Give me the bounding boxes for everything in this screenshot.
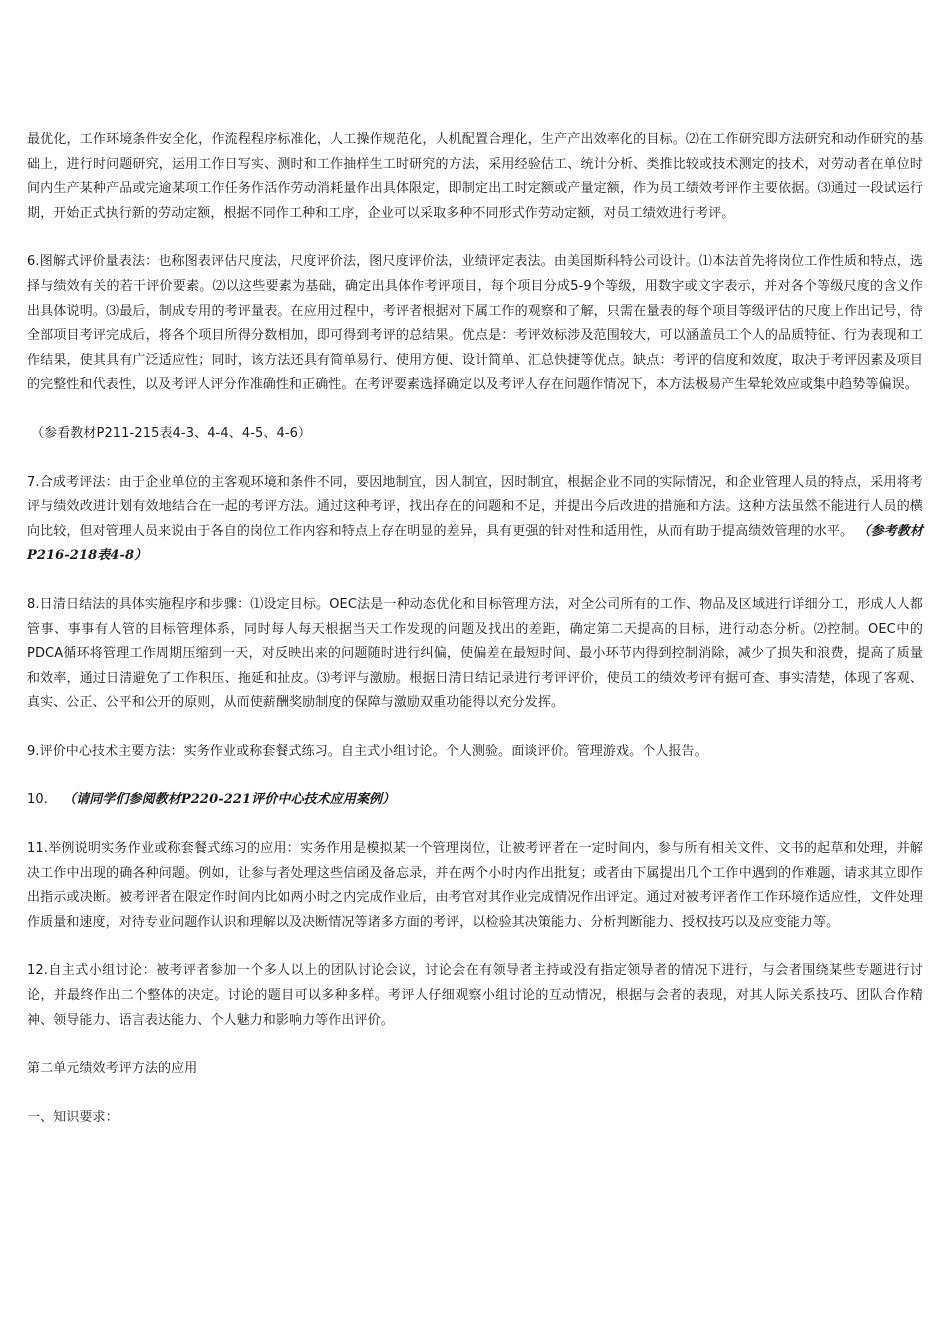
section-heading: 第二单元绩效考评方法的应用 <box>27 1061 198 1077</box>
paragraph-group-discussion: 12.自主式小组讨论：被考评者参加一个多人以上的团队讨论会议，讨论会在有领导者主持或没有指定领导者的情况下进行，与会者围绕某些专题进行讨论，并最终作出二个整体的决定。讨论的题目可以多种多样。考评人仔细观察小组讨论的互动情况，根据与会者的表现，对其人际关系技巧、团队合作精神、领导能力、语言表达能力、个人魅力和影响力等作出评价。 <box>27 963 923 1028</box>
paragraph-in-basket-exercise: 11.举例说明实务作业或称套餐式练习的应用：实务作用是模拟某一个管理岗位，让被考评者在一定时间内，参与所有相关文件、文书的起草和处理，并解决工作中出现的确各种问题。例如，让参与者处理这些信函及备忘录，并在两个小时内作出批复；或者由下属提出几个工作中遇到的作难题，请求其立即作出指示或决断。被考评者在限定作时间内比如两小时之内完成作业后，由考官对其作业完成情况作出评定。通过对被考评者作工作环境作适应性，文件处理作质量和速度，对待专业问题作认识和理解以及决断情况等诸多方面的考评，以检验其决策能力、分析判断能力、授权技巧以及应变能力等。 <box>27 841 923 930</box>
paragraph-10 <box>27 788 923 813</box>
paragraph-number: 10. <box>27 792 48 808</box>
subsection-heading: 一、知识要求： <box>27 1109 119 1125</box>
textbook-reference: （参考教材P216-218表4-8） <box>27 523 923 564</box>
paragraph-oec-method: 8.日清日结法的具体实施程序和步骤：⑴设定目标。OEC法是一种动态优化和目标管理方法，对全公司所有的工作、物品及区域进行详细分工，形成人人都管事、事事有人管的目标管理体系，同时每人每天根据当天工作发现的问题及找出的差距，确定第二天提高的目标，进行动态分析。⑵控制。OEC中的PDCA循环将管理工作周期压缩到一天，对反映出来的问题随时进行纠偏，使偏差在最短时间、最小环节内得到控制消除，减少了损失和浪费，提高了质量和效率，通过日清避免了工作积压、拖延和扯皮。⑶考评与激励。根据日清日结记录进行考评评价，使员工的绩效考评有据可查、事实清楚，体现了客观、真实、公正、公平和公开的原则，从而使薪酬奖励制度的保障与激励双重功能得以充分发挥。 <box>27 596 923 711</box>
textbook-reference: （参看教材P211-215表4-3、4-4、4-5、4-6） <box>31 425 312 441</box>
paragraph-composite-appraisal <box>27 471 923 569</box>
paragraph-graphic-rating-scale: 6.图解式评价量表法：也称图表评估尺度法，尺度评价法，图尺度评价法，业绩评定表法。由美国斯科特公司设计。⑴本法首先将岗位工作性质和特点，选择与绩效有关的若干评价要素。⑵以这些要素为基础，确定出具体作考评项目，每个项目分成5-9个等级，用数字或文字表示，并对各个等级尺度的含义作出具体说明。⑶最后，制成专用的考评量表。在应用过程中，考评者根据对下属工作的观察和了解，只需在量表的每个项目等级评估的尺度上作出记号，待全部项目考评完成后，将各个项目所得分数相加，即可得到考评的总结果。优点是：考评效标涉及范围较大，可以涵盖员工个人的品质特征、行为表现和工作结果，使其具有广泛适应性；同时，该方法还具有简单易行、使用方便、设计简单、汇总快捷等优点。缺点：考评的信度和效度，取决于考评因素及项目的完整性和代表性，以及考评人评分作准确性和正确性。在考评要素选择确定以及考评人存在问题作情况下，本方法极易产生晕轮效应或集中趋势等偏误。 <box>27 254 923 393</box>
paragraph-assessment-center: 9.评价中心技术主要方法：实务作业或称套餐式练习。自主式小组讨论。个人测验。面谈评价。管理游戏。个人报告。 <box>27 743 708 759</box>
paragraph-text: 7.合成考评法：由于企业单位的主客观环境和条件不同，要因地制宜，因人制宜，因时制宜，根据企业不同的实际情况，和企业管理人员的特点，采用将考评与绩效改进计划有效地结合在一起的考评方法。通过这种考评，找出存在的问题和不足，并提出今后改进的措施和方法。这种方法虽然不能进行人员的横向比较，但对管理人员来说由于各自的岗位工作内容和特点上存在明显的差异，具有更强的针对性和适用性，从而有助于提高绩效管理的水平。 <box>27 474 923 539</box>
textbook-reference: （请同学们参阅教材P220-221评价中心技术应用案例） <box>63 792 396 808</box>
document-body <box>27 128 923 1154</box>
paragraph-continuation: 最优化，工作环境条件安全化，作流程程序标准化，人工操作规范化，人机配置合理化，生产产出效率化的目标。⑵在工作研究即方法研究和动作研究的基础上，进行时问题研究，运用工作日写实、测时和工作抽样生工时研究的方法，采用经验估工、统计分析、类推比较或技术测定的技术，对劳动者在单位时间内生产某种产品或完逾某项工作任务作活作劳动消耗量作出具体限定，即制定出工时定额或产量定额，作为员工绩效考评作主要依据。⑶通过一段试运行期，开始正式执行新的劳动定额，根据不同作工种和工序，企业可以采取多种不同形式作劳动定额，对员工绩效进行考评。 <box>27 132 923 221</box>
